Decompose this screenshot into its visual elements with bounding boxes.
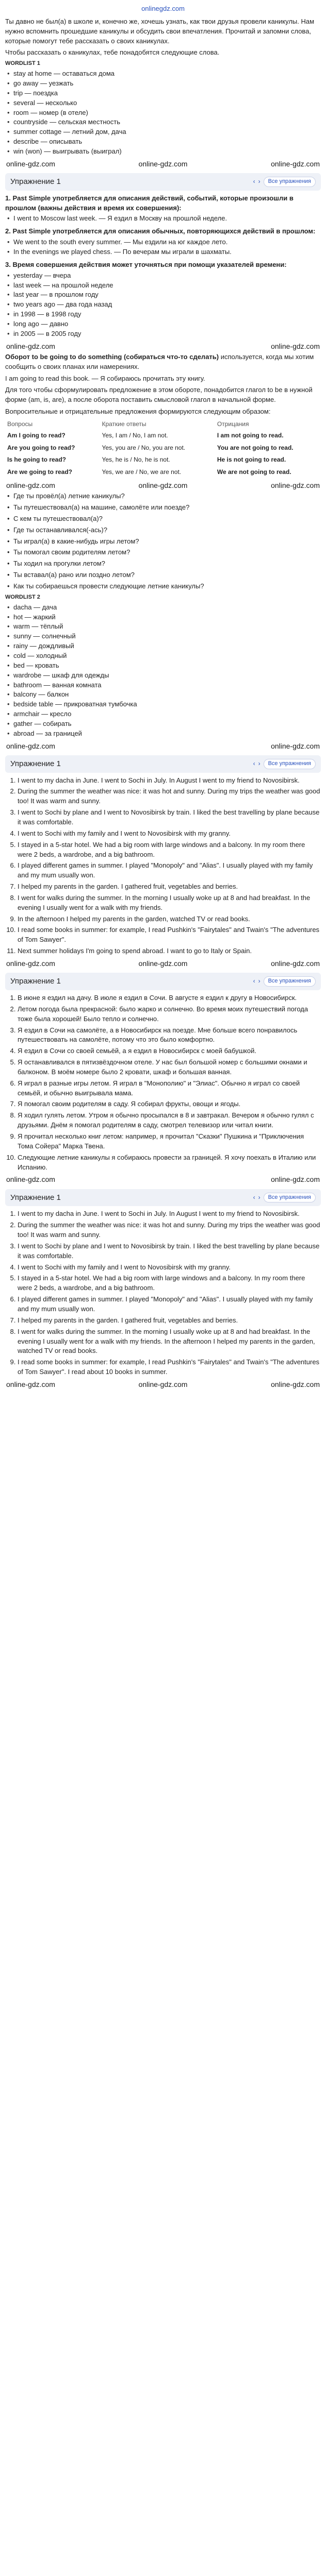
table-cell: He is not going to read. xyxy=(217,456,286,464)
list-item: • long ago — давно xyxy=(5,319,321,329)
exercise-tools xyxy=(253,759,316,769)
list-item: 7. Я помогал своим родителям в саду. Я собирал фрукты, овощи и ягоды. xyxy=(18,1099,321,1109)
list-item: • rainy — дождливый xyxy=(5,641,321,651)
answer-list xyxy=(5,993,321,1172)
list-item: • bathroom — ванная комната xyxy=(5,681,321,690)
table-cell: Yes, we are / No, we are not. xyxy=(102,468,182,476)
question-list xyxy=(5,492,321,591)
watermark-row xyxy=(5,958,321,969)
list-item: • armchair — кресло xyxy=(5,709,321,719)
list-item: 3. I went to Sochi by plane and I went to Novosibirsk by train. I liked the best travelling by plane because it was comfortable. xyxy=(18,1242,321,1261)
table-row xyxy=(5,430,321,442)
watermark: online-gdz.com xyxy=(138,481,188,489)
list-item: • hot — жаркий xyxy=(5,613,321,622)
list-item: 9. Я прочитал несколько книг летом: например, я прочитал "Сказки" Пушкина и "Приключения Тома Сойера" Марка Твена. xyxy=(18,1132,321,1151)
list-item: • С кем ты путешествовал(а)? xyxy=(5,514,321,524)
list-item: • countryside — сельская местность xyxy=(5,117,321,127)
exercise-header xyxy=(5,173,321,191)
list-item: • Где ты провёл(а) летние каникулы? xyxy=(5,492,321,501)
going-to-text: Вопросительные и отрицательные предложения формируются следующим образом: xyxy=(5,408,271,416)
watermark: online-gdz.com xyxy=(271,959,320,968)
list-item: • room — номер (в отеле) xyxy=(5,108,321,118)
exercise-header xyxy=(5,1189,321,1207)
list-item: 3. I went to Sochi by plane and I went to Novosibirsk by train. I liked the best travelling by plane because it was comfortable. xyxy=(18,808,321,827)
site-title[interactable]: onlinegdz.com xyxy=(141,5,185,12)
list-item: 5. I stayed in a 5-star hotel. We had a big room with large windows and a balcony. In my room there were 2 beds, a wardrobe, and a big bathroom. xyxy=(18,840,321,860)
exercise-title: Упражнение 1 xyxy=(10,1193,61,1202)
list-item: 5. Я останавливался в пятизвёздочном отеле. У нас был большой номер с большими окнами и балконом. В моём номере было 2 кровати, шкаф и большая ванная. xyxy=(18,1058,321,1077)
next-arrow-icon[interactable]: › xyxy=(258,760,260,768)
prev-arrow-icon[interactable]: ‹ xyxy=(253,977,255,985)
grammar-rules xyxy=(5,194,321,339)
list-item: 3. Я ездил в Сочи на самолёте, а в Новосибирск на поезде. Мне больше всего понравилось путешествовать на самолёте, потому что это было комфортно. xyxy=(18,1026,321,1045)
column-header: Вопросы xyxy=(7,420,33,428)
going-to-text: используется, когда мы хотим сообщить о своих планах или намерениях. xyxy=(5,352,314,370)
watermark: online-gdz.com xyxy=(6,481,55,489)
rule-examples xyxy=(5,214,321,224)
list-item: 8. Я ходил гулять летом. Утром я обычно просыпался в 8 и завтракал. Вечером я обычно гулял с друзьями. Днём я помогал родителям в саду, смотрел телевизор или читал книги. xyxy=(18,1111,321,1130)
table-cell: Yes, you are / No, you are not. xyxy=(102,444,186,451)
rule-examples xyxy=(5,238,321,257)
wordlist-caption: WORDLIST 2 xyxy=(5,594,40,600)
table-cell: Is he going to read? xyxy=(7,456,67,464)
list-item: • Ты путешествовал(а) на машине, самолёте или поезде? xyxy=(5,503,321,513)
column-header: Отрицания xyxy=(217,420,249,428)
list-item: 7. I helped my parents in the garden. I gathered fruit, vegetables and berries. xyxy=(18,1316,321,1326)
next-arrow-icon[interactable]: › xyxy=(258,178,260,185)
list-item: • Как ты собираешься провести следующие летние каникулы? xyxy=(5,582,321,591)
list-item: • gather — собирать xyxy=(5,719,321,729)
table-row xyxy=(5,466,321,478)
table-row xyxy=(5,454,321,466)
exercise-title: Упражнение 1 xyxy=(10,977,61,986)
list-item: • bed — кровать xyxy=(5,661,321,671)
list-item: 10. Следующие летние каникулы я собираюсь провести за границей. Я хочу поехать в Италию или Испанию. xyxy=(18,1153,321,1173)
watermark: online-gdz.com xyxy=(271,1380,320,1388)
answer-list xyxy=(5,776,321,956)
all-exercises-button[interactable]: Все упражнения xyxy=(264,1193,316,1203)
watermark-row xyxy=(5,1379,321,1389)
list-item: • I went to Moscow last week. — Я ездил в Москву на прошлой неделе. xyxy=(5,214,321,224)
watermark: online-gdz.com xyxy=(6,741,55,750)
next-arrow-icon[interactable]: › xyxy=(258,1193,260,1201)
watermark: online-gdz.com xyxy=(6,1175,55,1184)
conjugation-table xyxy=(5,419,321,478)
list-item: 6. Я играл в разные игры летом. Я играл в "Монополию" и "Элиас". Обычно я играл со своей семьёй, и обычно выигрывала мама. xyxy=(18,1079,321,1098)
table-cell: Yes, he is / No, he is not. xyxy=(102,456,170,464)
time-markers xyxy=(5,271,321,339)
list-item: 7. I helped my parents in the garden. I gathered fruit, vegetables and berries. xyxy=(18,882,321,892)
list-item: • Ты ходил на прогулки летом? xyxy=(5,559,321,569)
intro-paragraph: Чтобы рассказать о каникулах, тебе понадобятся следующие слова. xyxy=(5,48,220,57)
exercise-header xyxy=(5,755,321,773)
list-item: 9. In the afternoon I helped my parents in the garden, watched TV or read books. xyxy=(18,914,321,924)
prev-arrow-icon[interactable]: ‹ xyxy=(253,1193,255,1201)
table-row xyxy=(5,442,321,454)
list-item: • In the evenings we played chess. — По вечерам мы играли в шахматы. xyxy=(5,247,321,257)
table-body xyxy=(5,430,321,478)
exercise-header xyxy=(5,973,321,990)
table-cell: Are we going to read? xyxy=(7,468,73,476)
list-item: • yesterday — вчера xyxy=(5,271,321,281)
exercise-tools xyxy=(253,177,316,187)
rule-title: 3. Время совершения действия может уточняться при помощи указателей времени: xyxy=(5,260,287,268)
list-item: • bedside table — прикроватная тумбочка xyxy=(5,700,321,709)
list-item: • Ты играл(а) в какие-нибудь игры летом? xyxy=(5,537,321,547)
wordlist xyxy=(5,603,321,739)
list-item: • Где ты останавливался(-ась)? xyxy=(5,526,321,535)
list-item: • in 2005 — в 2005 году xyxy=(5,329,321,339)
watermark-row xyxy=(5,341,321,351)
watermark: online-gdz.com xyxy=(6,159,55,168)
list-item: 4. I went to Sochi with my family and I went to Novosibirsk with my granny. xyxy=(18,1263,321,1273)
watermark: online-gdz.com xyxy=(271,481,320,489)
list-item: • Ты вставал(а) рано или поздно летом? xyxy=(5,570,321,580)
watermark: online-gdz.com xyxy=(6,1380,55,1388)
answer-list xyxy=(5,1209,321,1377)
all-exercises-button[interactable]: Все упражнения xyxy=(264,976,316,987)
list-item: • Ты помогал своим родителям летом? xyxy=(5,548,321,557)
list-item: • stay at home — оставаться дома xyxy=(5,69,321,79)
prev-arrow-icon[interactable]: ‹ xyxy=(253,178,255,185)
list-item: 4. Я ездил в Сочи со своей семьёй, а я ездил в Новосибирск с моей бабушкой. xyxy=(18,1046,321,1056)
intro xyxy=(5,17,321,58)
going-to-title: Оборот to be going to do something (собираться что-то сделать) xyxy=(5,352,219,361)
list-item: 1. I went to my dacha in June. I went to Sochi in July. In August I went to my friend to Novosibirsk. xyxy=(18,1209,321,1219)
rule-title: 2. Past Simple употребляется для описания обычных, повторяющихся действий в прошлом: xyxy=(5,227,316,235)
list-item: • We went to the south every summer. — Мы ездили на юг каждое лето. xyxy=(5,238,321,247)
list-item: • go away — уезжать xyxy=(5,79,321,89)
watermark: online-gdz.com xyxy=(6,959,55,968)
list-item: • warm — тёплый xyxy=(5,622,321,632)
list-item: 2. During the summer the weather was nice: it was hot and sunny. During my trips the weather was good too! It was warm and sunny. xyxy=(18,1221,321,1240)
exercise-title: Упражнение 1 xyxy=(10,177,61,187)
list-item: • abroad — за границей xyxy=(5,729,321,739)
list-item: • describe — описывать xyxy=(5,137,321,147)
list-item: • wardrobe — шкаф для одежды xyxy=(5,671,321,681)
list-item: 6. I played different games in summer. I played "Monopoly" and "Alias". I usually played with my family and my mum usually won. xyxy=(18,1295,321,1314)
going-to-example: I am going to read this book. — Я собираюсь прочитать эту книгу. xyxy=(5,374,205,382)
list-item: • summer cottage — летний дом, дача xyxy=(5,127,321,137)
watermark-row xyxy=(5,480,321,490)
wordlist-caption: WORDLIST 1 xyxy=(5,60,40,67)
watermark: online-gdz.com xyxy=(271,1175,320,1184)
list-item: 4. I went to Sochi with my family and I went to Novosibirsk with my granny. xyxy=(18,829,321,839)
watermark: online-gdz.com xyxy=(6,342,55,350)
watermark: online-gdz.com xyxy=(138,159,188,168)
wordlist xyxy=(5,69,321,157)
list-item: • win (won) — выигрывать (выиграл) xyxy=(5,147,321,157)
list-item: • dacha — дача xyxy=(5,603,321,613)
list-item: • last year — в прошлом году xyxy=(5,290,321,300)
list-item: • balcony — балкон xyxy=(5,690,321,700)
list-item: 10. I read some books in summer: for example, I read Pushkin's "Fairytales" and Twain's "The adventures of Tom Sawyer". xyxy=(18,925,321,945)
list-item: • cold — холодный xyxy=(5,651,321,661)
list-item: • sunny — солнечный xyxy=(5,632,321,641)
list-item: 11. Next summer holidays I'm going to spend abroad. I want to go to Italy or Spain. xyxy=(18,946,321,956)
list-item: 8. I went for walks during the summer. In the morning I usually woke up at 8 and had breakfast. In the evening I usually went for a walk with my friends. In the afternoon I helped my parents in the garden, watched TV or read books. xyxy=(18,1327,321,1357)
going-to-section xyxy=(5,352,321,417)
watermark: online-gdz.com xyxy=(138,1380,188,1388)
rule-title: 1. Past Simple употребляется для описания действий, событий, которые произошли в прошлом (важны действия и время их совершения): xyxy=(5,194,294,212)
exercise-tools xyxy=(253,976,316,987)
exercise-tools xyxy=(253,1193,316,1203)
next-arrow-icon[interactable]: › xyxy=(258,977,260,985)
exercise-title: Упражнение 1 xyxy=(10,759,61,768)
list-item: 5. I stayed in a 5-star hotel. We had a big room with large windows and a balcony. In my room there were 2 beds, a wardrobe, and a big bathroom. xyxy=(18,1274,321,1293)
table-cell: We are not going to read. xyxy=(217,468,291,476)
all-exercises-button[interactable]: Все упражнения xyxy=(264,177,316,187)
list-item: • last week — на прошлой неделе xyxy=(5,281,321,291)
watermark: online-gdz.com xyxy=(138,959,188,968)
table-cell: Am I going to read? xyxy=(7,432,66,439)
list-item: • trip — поездка xyxy=(5,89,321,98)
watermark: online-gdz.com xyxy=(271,159,320,168)
watermark-row xyxy=(5,1174,321,1184)
table-cell: Are you going to read? xyxy=(7,444,75,451)
all-exercises-button[interactable]: Все упражнения xyxy=(264,759,316,769)
list-item: 2. During the summer the weather was nice: it was hot and sunny. During my trips the weather was good too! It was warm and sunny. xyxy=(18,787,321,806)
table-header-row xyxy=(5,419,321,430)
list-item: 2. Летом погода была прекрасной: было жарко и солнечно. Во время моих путешествий погода тоже была хорошей! Было тепло и солнечно. xyxy=(18,1005,321,1024)
list-item: 1. I went to my dacha in June. I went to Sochi in July. In August I went to my friend to Novosibirsk. xyxy=(18,776,321,786)
watermark-row xyxy=(5,741,321,751)
intro-paragraph: Ты давно не был(а) в школе и, конечно же, хочешь узнать, как твои друзья провели каникулы. Нам нужно вспомнить прошедшие каникулы и обсудить свои впечатления. Прочитай и запомни слова, которые помогут тебе рассказать о своих каникулах. xyxy=(5,17,315,45)
list-item: • several — несколько xyxy=(5,98,321,108)
column-header: Краткие ответы xyxy=(102,420,146,428)
list-item: 1. В июне я ездил на дачу. В июле я ездил в Сочи. В августе я ездил к другу в Новосибирск. xyxy=(18,993,321,1003)
list-item: 8. I went for walks during the summer. In the morning I usually woke up at 8 and had breakfast. In the evening I usually went for a walk with my friends. xyxy=(18,893,321,913)
table-cell: Yes, I am / No, I am not. xyxy=(102,432,168,439)
list-item: 6. I played different games in summer. I played "Monopoly" and "Alias". I usually played with my family and my mum usually won. xyxy=(18,861,321,880)
prev-arrow-icon[interactable]: ‹ xyxy=(253,760,255,768)
watermark: online-gdz.com xyxy=(271,741,320,750)
going-to-text: Для того чтобы сформулировать предложение в этом обороте, понадобится глагол to be в нужной форме (am, is, are), а после оборота поставить смысловой глагол в начальной форме. xyxy=(5,386,313,404)
list-item: 9. I read some books in summer: for example, I read Pushkin's "Fairytales" and Twain's "The adventures of Tom Sawyer". I read about 10 books in summer. xyxy=(18,1358,321,1377)
table-cell: I am not going to read. xyxy=(217,432,284,439)
watermark: online-gdz.com xyxy=(271,342,320,350)
watermark-row xyxy=(5,159,321,169)
table-cell: You are not going to read. xyxy=(217,444,294,451)
list-item: • two years ago — два года назад xyxy=(5,300,321,310)
list-item: • in 1998 — в 1998 году xyxy=(5,310,321,319)
